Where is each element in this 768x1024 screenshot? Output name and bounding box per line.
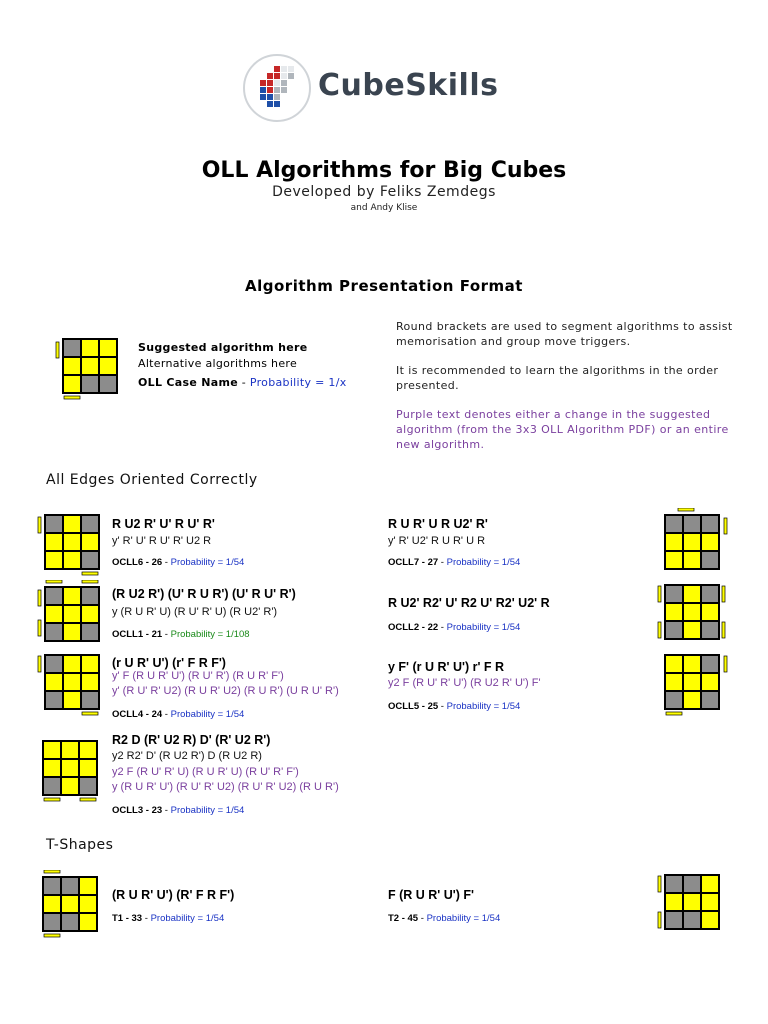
ocll2-main-algorithm: R U2' R2' U' R2 U' R2' U2' R bbox=[388, 596, 550, 610]
ocll4-case-label: OCLL4 - 24 - Probability = 1/54 bbox=[112, 709, 245, 720]
ocll4-main-algorithm: (r U R' U') (r' F R F') bbox=[112, 656, 226, 670]
ocll6-main-algorithm: R U2 R' U' R U' R' bbox=[112, 517, 215, 531]
cubeskills-logo-icon bbox=[240, 52, 314, 122]
ocll1-cube-diagram bbox=[36, 580, 108, 644]
case-name-example: OLL Case Name - Probability = 1/x bbox=[138, 376, 347, 389]
ocll5-main-algorithm: y F' (r U R' U') r' F R bbox=[388, 660, 505, 674]
ocll6-alt-algorithm: y' R' U' R U' R' U2 R bbox=[112, 535, 212, 547]
t1-case-label: T1 - 33 - Probability = 1/54 bbox=[112, 913, 225, 924]
ocll2-cube-diagram bbox=[656, 582, 730, 644]
example-cube-diagram bbox=[54, 338, 126, 402]
ocll3-main-algorithm: R2 D (R' U2 R) D' (R' U2 R') bbox=[112, 733, 271, 747]
format-explanation: Round brackets are used to segment algorithms to assist memorisation and group move triggers. It is recommended to learn the algorithms in the order presented. Purple text denotes either a change in the suggested algorithm (from the 3x3 OLL Algorithm PDF) or an entire new algorithm. bbox=[396, 320, 733, 451]
ocll6-cube-diagram bbox=[36, 512, 106, 576]
ocll7-cube-diagram bbox=[662, 508, 734, 574]
section-heading-edges: All Edges Oriented Correctly bbox=[46, 472, 258, 488]
ocll5-cube-diagram bbox=[662, 652, 734, 718]
page-subtitle: Developed by Feliks Zemdegs bbox=[272, 184, 496, 200]
suggested-algorithm-label: Suggested algorithm here bbox=[138, 341, 308, 354]
t2-cube-diagram bbox=[656, 872, 730, 934]
section-heading-tshapes: T-Shapes bbox=[46, 837, 114, 853]
ocll3-cube-diagram bbox=[40, 738, 106, 806]
ocll1-alt-algorithm: y (R U R' U) (R U' R' U) (R U2' R') bbox=[112, 606, 278, 618]
ocll5-alt-algorithm: y2 F (R U' R' U') (R U2 R' U') F' bbox=[388, 677, 541, 689]
ocll4-alt-algorithm-2: y' (R U' R' U2) (R U R' U2) (R U R') (U R U' R') bbox=[112, 685, 339, 697]
t2-case-label: T2 - 45 - Probability = 1/54 bbox=[388, 913, 501, 924]
ocll3-case-label: OCLL3 - 23 - Probability = 1/54 bbox=[112, 805, 245, 816]
ocll1-main-algorithm: (R U2 R') (U' R U R') (U' R U' R') bbox=[112, 587, 296, 601]
ocll3-alt-algorithm-2: y2 F (R U' R' U) (R U R' U) (R U' R' F') bbox=[112, 766, 299, 778]
ocll3-alt-algorithm-1: y2 R2' D' (R U2 R') D (R U2 R) bbox=[112, 750, 262, 762]
t1-main-algorithm: (R U R' U') (R' F R F') bbox=[112, 888, 235, 902]
ocll5-case-label: OCLL5 - 25 - Probability = 1/54 bbox=[388, 701, 521, 712]
t2-main-algorithm: F (R U R' U') F' bbox=[388, 888, 474, 902]
alternative-algorithms-label: Alternative algorithms here bbox=[138, 357, 298, 370]
t1-cube-diagram bbox=[40, 870, 106, 940]
ocll7-case-label: OCLL7 - 27 - Probability = 1/54 bbox=[388, 557, 521, 568]
ocll3-alt-algorithm-3: y (R U R' U') (R U' R' U2) (R U' R' U2) (R U R') bbox=[112, 781, 339, 793]
ocll1-case-label: OCLL1 - 21 - Probability = 1/108 bbox=[112, 629, 250, 640]
page-subtitle-secondary: and Andy Klise bbox=[350, 203, 418, 213]
ocll4-alt-algorithm-1: y' F (R U R' U') (R U' R') (R U R' F') bbox=[112, 670, 284, 682]
page-title: OLL Algorithms for Big Cubes bbox=[201, 158, 567, 183]
format-heading: Algorithm Presentation Format bbox=[245, 277, 523, 295]
ocll7-main-algorithm: R U R' U R U2' R' bbox=[388, 517, 488, 531]
ocll7-alt-algorithm: y' R' U2' R U R' U R bbox=[388, 535, 486, 547]
ocll2-case-label: OCLL2 - 22 - Probability = 1/54 bbox=[388, 622, 521, 633]
logo-text: CubeSkills bbox=[318, 68, 499, 103]
ocll4-cube-diagram bbox=[36, 652, 108, 718]
ocll6-case-label: OCLL6 - 26 - Probability = 1/54 bbox=[112, 557, 245, 568]
